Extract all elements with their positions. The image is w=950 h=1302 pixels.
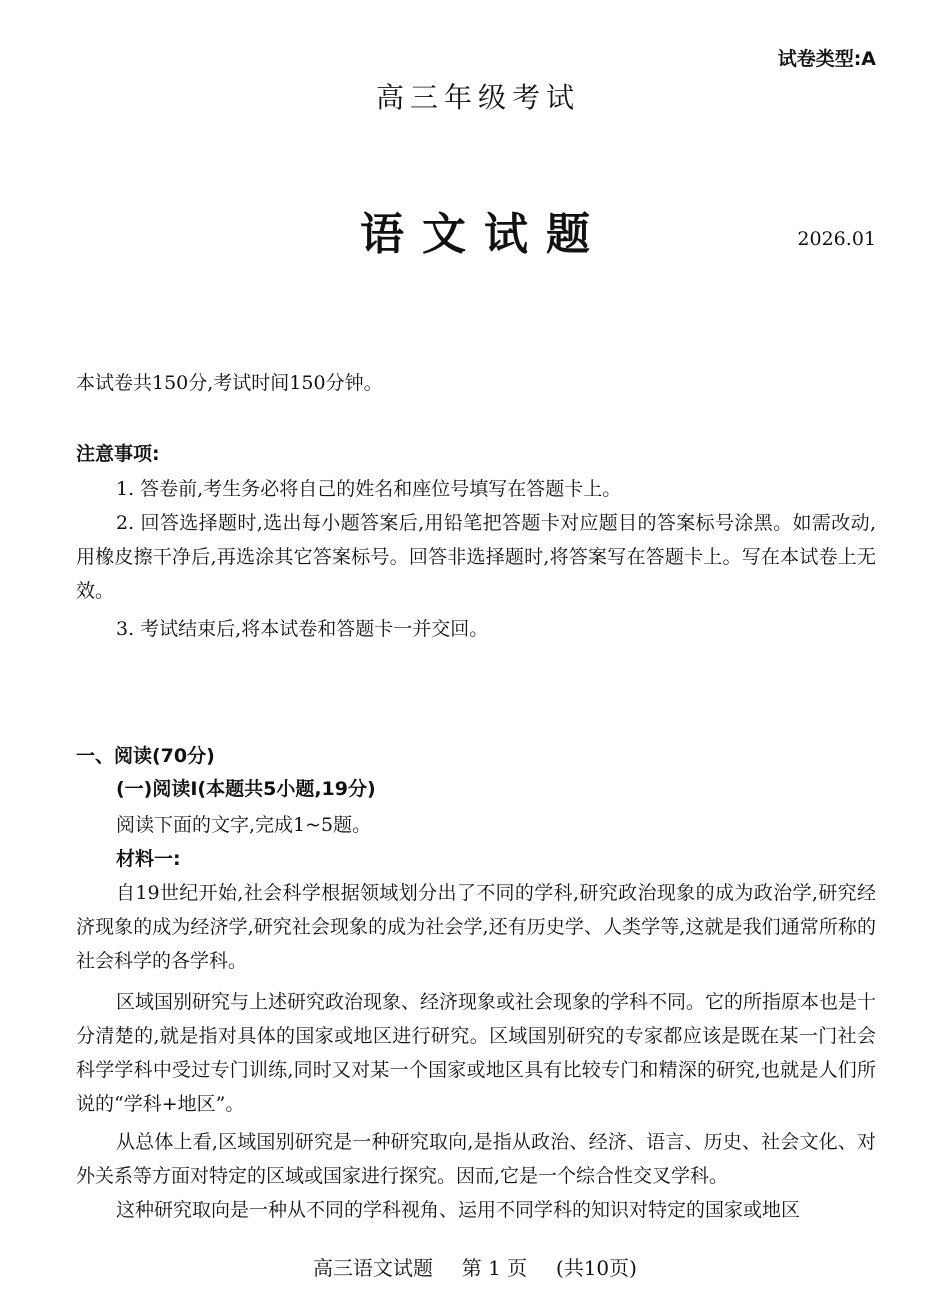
page-footer [0, 1252, 950, 1281]
material-paragraph: 这种研究取向是一种从不同的学科视角、运用不同学科的知识对特定的国家或地区 [116, 1199, 801, 1221]
subsection-title: (一)阅读Ⅰ(本题共5小题,19分) [116, 778, 376, 800]
notice-title: 注意事项: [76, 443, 160, 465]
material-label: 材料一: [116, 848, 181, 870]
notice-item-1: 1. 答卷前,考生务必将自己的姓名和座位号填写在答题卡上。 [116, 478, 622, 500]
footer-page: 第 1 页 [461, 1256, 528, 1280]
notice-item-2: 2. 回答选择题时,选出每小题答案后,用铅笔把答题卡对应题目的答案标号涂黑。如需改动,用橡皮擦干净后,再选涂其它答案标号。回答非选择题时,将答案写在答题卡上。写在本试卷上无效。 [76, 512, 876, 602]
exam-date: 2026.01 [797, 228, 876, 250]
material-paragraph: 从总体上看,区域国别研究是一种研究取向,是指从政治、经济、语言、历史、社会文化、对外关系等方面对特定的区域或国家进行探究。因而,它是一个综合性交叉学科。 [76, 1131, 876, 1187]
exam-name: 高三年级考试 [375, 81, 580, 114]
footer-total: (共10页) [555, 1256, 637, 1280]
footer-label: 高三语文试题 [313, 1256, 434, 1280]
subject-title: 语文试题 [360, 209, 608, 260]
notice-item-3: 3. 考试结束后,将本试卷和答题卡一并交回。 [116, 618, 489, 640]
material-paragraph: 区域国别研究与上述研究政治现象、经济现象或社会现象的学科不同。它的所指原本也是十分清楚的,就是指对具体的国家或地区进行研究。区域国别研究的专家都应该是既在某一门社会科学学科中受过专门训练,同时又对某一个国家或地区具有比较专门和精深的研究,也就是人们所说的“学科+地区”。 [76, 991, 877, 1115]
material-paragraph: 自19世纪开始,社会科学根据领域划分出了不同的学科,研究政治现象的成为政治学,研究经济现象的成为经济学,研究社会现象的成为社会学,还有历史学、人类学等,这就是我们通常所称的社会科学的各学科。 [76, 882, 876, 972]
paper-type-label: 试卷类型:A [777, 48, 876, 70]
reading-instruction: 阅读下面的文字,完成1~5题。 [116, 814, 372, 836]
section-title: 一、阅读(70分) [76, 745, 215, 767]
exam-intro: 本试卷共150分,考试时间150分钟。 [76, 372, 383, 394]
